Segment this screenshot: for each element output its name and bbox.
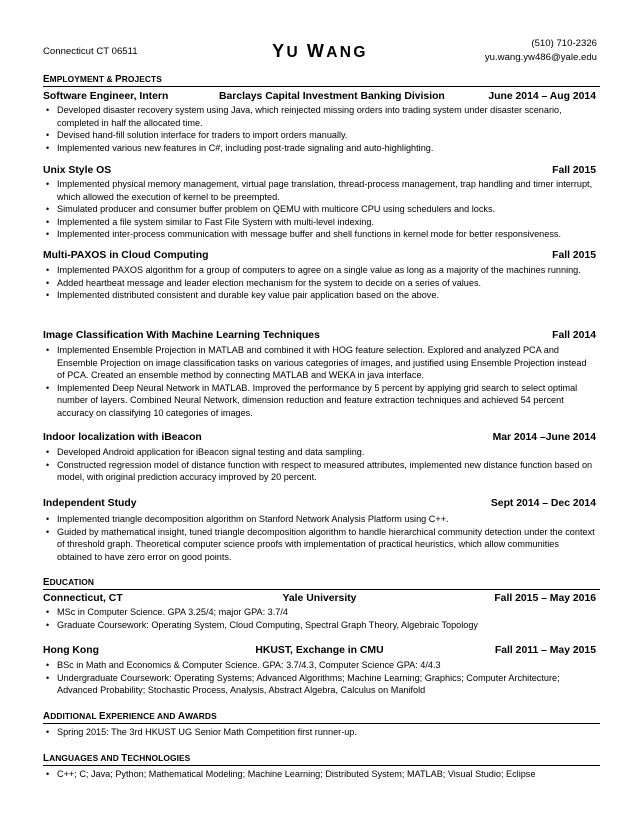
bullet-list — [43, 768, 595, 781]
section-cap: E — [43, 74, 50, 85]
bullet-glyph: • — [46, 179, 50, 189]
list-item-text: Implemented physical memory management, virtual page translation, thread-process management, trap handling and timer interrupt, which allowed the execution of kernel to be preempted. — [57, 179, 593, 202]
entry-header — [43, 432, 596, 446]
list-item-text: Implemented Deep Neural Network in MATLAB. Improved the performance by 5 percent by applying grid search to select optimal number of layers. Combined Neural Network, dimension reduction and feature extraction techniques and achieved 54 percent accuracy on classifying 10 categories of images. — [57, 382, 578, 418]
bullet-glyph: • — [46, 660, 50, 670]
bullet-glyph: • — [46, 105, 50, 115]
bullet-glyph: • — [46, 607, 50, 617]
contact-block — [485, 37, 597, 64]
entry-header — [43, 645, 596, 659]
list-item — [43, 672, 595, 697]
bullet-list — [43, 264, 595, 302]
bullet-glyph: • — [46, 277, 50, 288]
section-cap: A — [43, 711, 51, 722]
list-item-text: Spring 2015: The 3rd HKUST UG Senior Math Competition first runner-up. — [57, 727, 357, 737]
entry-date: June 2014 – Aug 2014 — [488, 91, 596, 102]
list-item — [43, 446, 595, 459]
list-item — [43, 142, 595, 155]
bullet-glyph: • — [46, 290, 50, 301]
entry-date: Fall 2011 – May 2015 — [494, 645, 596, 656]
list-item-text: Implemented a file system similar to Fast File System with multi-level indexing. — [57, 216, 374, 227]
entry-date: Fall 2015 — [552, 165, 596, 176]
bullet-list — [43, 513, 595, 563]
section-rest: ECHNOLOGIES — [127, 753, 191, 763]
entry-organization: Barclays Capital Investment Banking Division — [219, 91, 445, 102]
section-cap: L — [43, 753, 50, 764]
section-cap: E — [98, 711, 106, 722]
entry-title: Unix Style OS — [43, 165, 112, 176]
bullet-glyph: • — [46, 769, 50, 779]
bullet-glyph: • — [46, 216, 50, 227]
location-text: Connecticut CT 06511 — [43, 46, 138, 57]
list-item-text: Implemented PAXOS algorithm for a group of computers to agree on a single value as long as a majority of the machines running. — [57, 265, 581, 275]
list-item-text: Devised hand-fill solution interface for traders to import orders manually. — [57, 130, 348, 141]
section-cap: E — [43, 577, 50, 588]
section-rest: WARDS — [185, 711, 217, 721]
phone-text: (510) 710-2326 — [531, 38, 597, 49]
bullet-glyph: • — [46, 459, 50, 470]
entry-title: Software Engineer, Intern — [43, 91, 169, 102]
list-item-text: Implemented various new features in C#, including post-trade signaling and auto-highlighting. — [57, 142, 434, 153]
section-rest: MPLOYMENT — [49, 74, 105, 84]
entry-location: Connecticut, CT — [43, 593, 123, 604]
list-item — [43, 459, 595, 484]
name-last-initial: W — [306, 41, 327, 61]
bullet-list — [43, 104, 595, 154]
entry-header — [43, 91, 596, 105]
list-item — [43, 659, 595, 672]
list-item-text: Added heartbeat message and leader election mechanism for the system to decide on a series of values. — [57, 277, 482, 288]
list-item-text: Developed disaster recovery system using Java, which reinjected missing orders into trading system under disaster scenario, completed in half the allocated time. — [57, 105, 562, 128]
entry-title: Multi-PAXOS in Cloud Computing — [43, 250, 209, 261]
list-item — [43, 513, 595, 526]
bullet-list — [43, 446, 595, 484]
list-item — [43, 129, 595, 142]
list-item-text: Implemented Ensemble Projection in MATLAB and combined it with HOG feature selection. Explored and analyzed PCA and Ensemble Projection on image classification tasks on various categories of images, and justified using Ensemble Projection instead of PCA. Created an ensemble method by connecting MATLAB and WEKA in java interface. — [57, 345, 587, 381]
section-title-languages — [43, 753, 600, 766]
list-item — [43, 726, 595, 739]
section-title-additional — [43, 711, 600, 724]
bullet-glyph: • — [46, 514, 50, 524]
section-amp: & — [104, 74, 116, 84]
entry-school: Yale University — [282, 593, 357, 604]
entry-date: Fall 2015 — [552, 250, 596, 261]
list-item-text: Graduate Coursework: Operating System, Cloud Computing, Spectral Graph Theory, Algebraic Topology — [57, 619, 478, 630]
bullet-list — [43, 606, 595, 631]
section-title-education — [43, 577, 600, 590]
bullet-list — [43, 659, 595, 697]
list-item — [43, 526, 595, 564]
bullet-glyph: • — [46, 142, 50, 153]
name-first-rest: U — [286, 44, 301, 61]
name-first-initial: Y — [272, 41, 287, 61]
list-item-text: Implemented distributed consistent and durable key value pair application based on the above. — [57, 290, 439, 301]
list-item — [43, 203, 595, 216]
list-item-text: BSc in Math and Economics & Computer Science. GPA: 3.7/4.3, Computer Science GPA: 4/4.3 — [57, 660, 441, 670]
bullet-glyph: • — [46, 204, 50, 215]
entry-date: Fall 2015 – May 2016 — [494, 593, 596, 604]
resume-header — [43, 37, 597, 71]
list-item-text: Simulated producer and consumer buffer problem on QEMU with multicore CPU using schedulers and locks. — [57, 204, 496, 215]
list-item — [43, 216, 595, 229]
entry-title: Indoor localization with iBeacon — [43, 432, 202, 443]
bullet-glyph: • — [46, 526, 50, 537]
list-item — [43, 264, 595, 277]
entry-school: HKUST, Exchange in CMU — [255, 645, 384, 656]
section-cap: A — [177, 711, 186, 722]
name-last-rest: ANG — [326, 44, 368, 61]
section-title-employment — [43, 74, 600, 87]
bullet-glyph: • — [46, 229, 50, 240]
entry-location: Hong Kong — [43, 645, 99, 656]
bullet-glyph: • — [46, 672, 50, 683]
list-item-text: Undergraduate Coursework: Operating Systems; Advanced Algorithms; Machine Learning; Graphics; Computer Architecture; Advanced Probability; Stochastic Process, Analysis, Abstract Algebra, Calculus on Manifold — [57, 672, 560, 696]
bullet-glyph: • — [46, 619, 50, 630]
entry-date: Fall 2014 — [552, 330, 596, 341]
list-item-text: Implemented inter-process communication with message buffer and shell functions in kernel mode for better responsiveness. — [57, 229, 561, 240]
list-item-text: Developed Android application for iBeacon signal testing and data sampling. — [57, 447, 365, 457]
list-item-text: Constructed regression model of distance function with respect to measured attributes, implemented new distance function based on model, with original prediction accuracy improved by 20 percent. — [57, 459, 593, 483]
entry-title: Image Classification With Machine Learning Techniques — [43, 330, 320, 341]
list-item — [43, 619, 595, 632]
entry-title: Independent Study — [43, 498, 137, 509]
bullet-glyph: • — [46, 382, 50, 393]
section-rest: XPERIENCE AND — [105, 711, 178, 721]
bullet-list — [43, 726, 595, 739]
list-item-text: Guided by mathematical insight, tuned triangle decomposition algorithm to handle hierarchical community detection under the context of threshold graph. Theoretical computer science proofs with implementation of practical heuristics, which allow communities obtained to have zero error on good points. — [57, 526, 595, 562]
list-item-text: C++; C; Java; Python; Mathematical Modeling; Machine Learning; Distributed System; MATLAB; Visual Studio; Eclipse — [57, 769, 536, 779]
section-cap: T — [121, 753, 128, 764]
list-item — [43, 344, 595, 382]
bullet-list — [43, 178, 595, 241]
list-item — [43, 382, 595, 420]
section-cap: P — [115, 74, 122, 85]
section-rest: ANGUAGES AND — [49, 753, 122, 763]
entry-header — [43, 593, 596, 607]
bullet-glyph: • — [46, 727, 50, 737]
list-item — [43, 277, 595, 290]
list-item — [43, 178, 595, 203]
entry-date: Sept 2014 – Dec 2014 — [490, 498, 596, 509]
list-item — [43, 768, 595, 781]
section-rest: ROJECTS — [121, 74, 162, 84]
entry-date: Mar 2014 –June 2014 — [492, 432, 596, 443]
list-item-text: Implemented triangle decomposition algorithm on Stanford Network Analysis Platform using C++. — [57, 514, 449, 524]
entry-header — [43, 498, 596, 512]
section-rest: DUCATION — [49, 577, 95, 587]
bullet-glyph: • — [46, 447, 50, 457]
bullet-glyph: • — [46, 130, 50, 141]
entry-header — [43, 250, 596, 264]
section-rest: DDITIONAL — [50, 711, 99, 721]
bullet-list — [43, 344, 595, 420]
list-item — [43, 104, 595, 129]
list-item-text: MSc in Computer Science. GPA 3.25/4; major GPA: 3.7/4 — [57, 607, 288, 617]
bullet-glyph: • — [46, 265, 50, 275]
entry-header — [43, 330, 596, 344]
bullet-glyph: • — [46, 345, 50, 355]
list-item — [43, 289, 595, 302]
entry-header — [43, 165, 596, 179]
list-item — [43, 606, 595, 619]
email-text: yu.wang.yw486@yale.edu — [484, 51, 597, 63]
list-item — [43, 228, 595, 241]
